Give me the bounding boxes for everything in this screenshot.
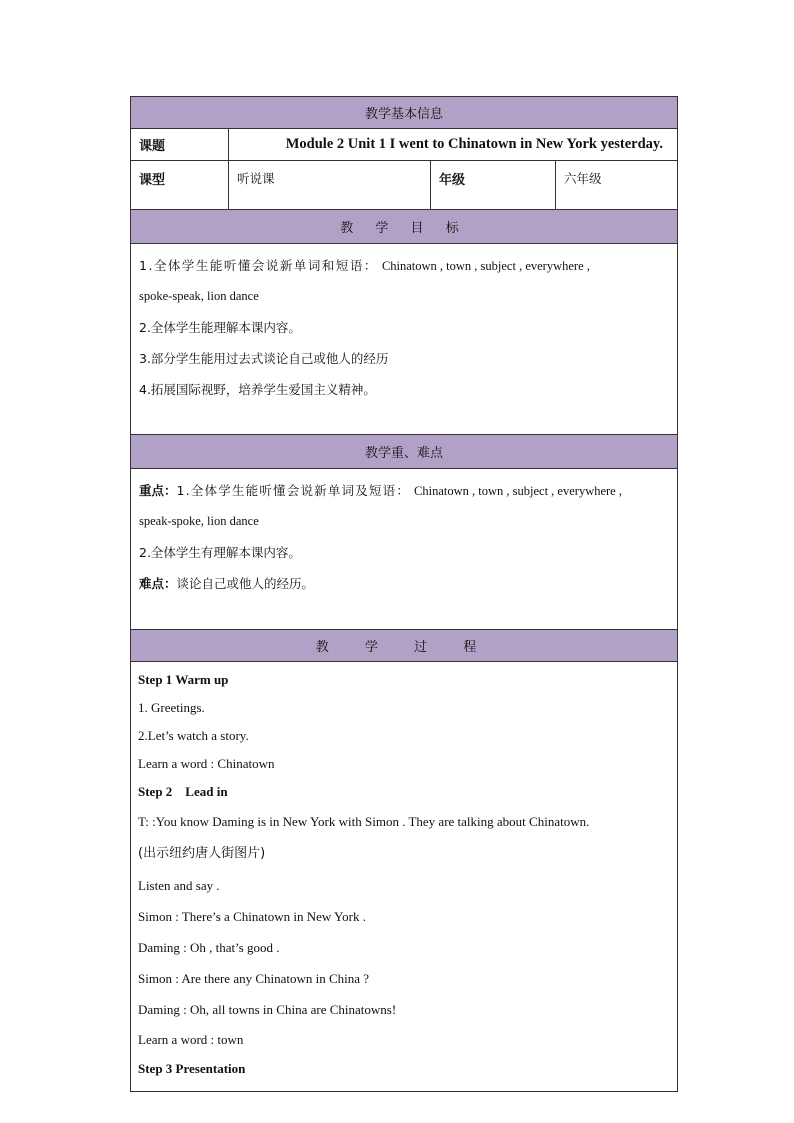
process-line: Daming : Oh , that’s good . — [138, 940, 280, 955]
lesson-type-label: 课型 — [131, 161, 229, 210]
process-line: Simon : There’s a Chinatown in New York . — [138, 909, 366, 924]
objective-line-5: 4.拓展国际视野，培养学生爱国主义精神。 — [139, 382, 376, 397]
basic-info-header: 教学基本信息 — [131, 97, 678, 129]
topic-value: Module 2 Unit 1 I went to Chinatown in New York yesterday. — [229, 129, 678, 161]
step-3-heading: Step 3 Presentation — [138, 1061, 246, 1076]
process-line: Simon : Are there any Chinatown in China ? — [138, 971, 370, 986]
key-point-line-1: 重点：1.全体学生能听懂会说新单词及短语： Chinatown , town , subject , everywhere , — [139, 483, 622, 498]
objective-line-1: 1.全体学生能听懂会说新单词和短语： Chinatown , town , subject , everywhere , — [139, 258, 590, 273]
lesson-plan-table — [130, 96, 678, 1092]
process-line: Learn a word : town — [138, 1032, 244, 1047]
objectives-block — [131, 244, 678, 435]
process-line: 1. Greetings. — [138, 700, 205, 715]
topic-label: 课题 — [131, 129, 229, 161]
process-line: 2.Let’s watch a story. — [138, 728, 249, 743]
objective-line-2: spoke-speak, lion dance — [139, 289, 259, 303]
grade-label: 年级 — [431, 161, 556, 210]
key-point-line-2: speak-spoke, lion dance — [139, 514, 259, 528]
process-line: T: :You know Daming is in New York with Simon . They are talking about Chinatown. — [138, 814, 590, 829]
key-points-block — [131, 469, 678, 630]
lesson-plan-sheet — [130, 96, 677, 1092]
difficulty-line: 难点：谈论自己或他人的经历。 — [139, 576, 315, 591]
lesson-type-value: 听说课 — [229, 161, 431, 210]
process-line: Learn a word : Chinatown — [138, 756, 275, 771]
step-1-heading: Step 1 Warm up — [138, 672, 229, 687]
process-line: (出示纽约唐人街图片) — [138, 846, 266, 861]
key-point-line-3: 2.全体学生有理解本课内容。 — [139, 545, 301, 560]
process-block — [131, 662, 678, 1092]
process-line: Listen and say . — [138, 878, 220, 893]
objective-line-4: 3.部分学生能用过去式谈论自己或他人的经历 — [139, 351, 389, 366]
grade-value: 六年级 — [556, 161, 678, 210]
process-line: Daming : Oh, all towns in China are Chinatowns! — [138, 1002, 397, 1017]
key-points-header: 教学重、难点 — [131, 435, 678, 469]
objective-line-3: 2.全体学生能理解本课内容。 — [139, 320, 301, 335]
process-header: 教 学 过 程 — [131, 630, 678, 662]
step-2-heading: Step 2 Lead in — [138, 784, 228, 799]
objectives-header: 教 学 目 标 — [131, 210, 678, 244]
